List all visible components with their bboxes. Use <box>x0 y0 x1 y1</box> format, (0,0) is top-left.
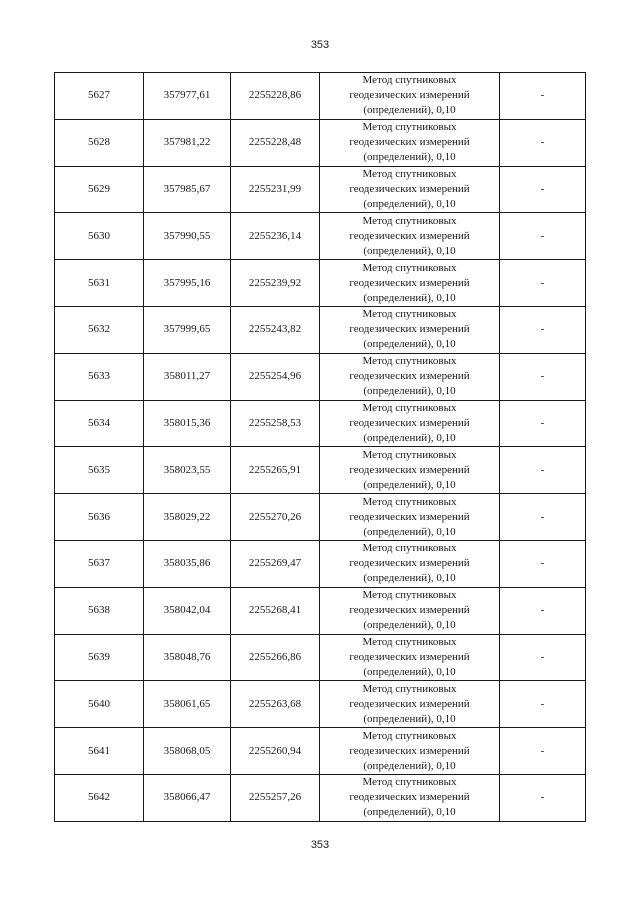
note-cell: - <box>500 400 586 447</box>
method-cell <box>320 73 500 120</box>
coordinate-x-cell: 358029,22 <box>144 494 231 541</box>
method-line: (определений), 0,10 <box>363 759 456 772</box>
table-row <box>55 306 586 353</box>
method-line: Метод спутниковых <box>362 167 457 180</box>
method-line: Метод спутниковых <box>362 729 457 742</box>
note-cell: - <box>500 494 586 541</box>
point-number-cell: 5642 <box>55 774 144 821</box>
method-line: геодезических измерений <box>349 323 470 336</box>
method-line: (определений), 0,10 <box>363 244 456 257</box>
method-line: (определений), 0,10 <box>363 712 456 725</box>
method-line: (определений), 0,10 <box>363 525 456 538</box>
method-line: (определений), 0,10 <box>363 572 456 585</box>
coordinate-y-cell: 2255260,94 <box>231 728 320 775</box>
table-row <box>55 540 586 587</box>
method-cell <box>320 447 500 494</box>
method-line: Метод спутниковых <box>362 74 457 87</box>
point-number-cell: 5635 <box>55 447 144 494</box>
table-row <box>55 494 586 541</box>
note-cell: - <box>500 260 586 307</box>
coordinate-x-cell: 358023,55 <box>144 447 231 494</box>
point-number-cell: 5634 <box>55 400 144 447</box>
coordinate-y-cell: 2255239,92 <box>231 260 320 307</box>
point-number-cell: 5630 <box>55 213 144 260</box>
note-cell: - <box>500 681 586 728</box>
method-line: (определений), 0,10 <box>363 478 456 491</box>
coordinates-table-body <box>55 73 586 822</box>
method-line: Метод спутниковых <box>362 682 457 695</box>
method-cell <box>320 306 500 353</box>
method-line: (определений), 0,10 <box>363 385 456 398</box>
coordinate-x-cell: 357995,16 <box>144 260 231 307</box>
method-cell <box>320 400 500 447</box>
method-cell <box>320 681 500 728</box>
table-row <box>55 400 586 447</box>
method-line: геодезических измерений <box>349 370 470 383</box>
note-cell: - <box>500 540 586 587</box>
method-line: геодезических измерений <box>349 557 470 570</box>
method-line: Метод спутниковых <box>362 401 457 414</box>
method-line: геодезических измерений <box>349 416 470 429</box>
coordinate-y-cell: 2255269,47 <box>231 540 320 587</box>
coordinate-x-cell: 357985,67 <box>144 166 231 213</box>
method-line: Метод спутниковых <box>362 448 457 461</box>
method-line: геодезических измерений <box>349 604 470 617</box>
point-number-cell: 5632 <box>55 306 144 353</box>
note-cell: - <box>500 728 586 775</box>
method-cell <box>320 353 500 400</box>
method-line: Метод спутниковых <box>362 589 457 602</box>
point-number-cell: 5641 <box>55 728 144 775</box>
method-cell <box>320 634 500 681</box>
coordinate-y-cell: 2255228,86 <box>231 73 320 120</box>
table-row <box>55 213 586 260</box>
method-cell <box>320 540 500 587</box>
point-number-cell: 5636 <box>55 494 144 541</box>
method-line: (определений), 0,10 <box>363 197 456 210</box>
note-cell: - <box>500 634 586 681</box>
coordinate-x-cell: 358068,05 <box>144 728 231 775</box>
method-cell <box>320 166 500 213</box>
method-line: Метод спутниковых <box>362 308 457 321</box>
table-row <box>55 634 586 681</box>
page-number-bottom: 353 <box>310 839 330 851</box>
point-number-cell: 5637 <box>55 540 144 587</box>
method-line: геодезических измерений <box>349 276 470 289</box>
method-line: (определений), 0,10 <box>363 151 456 164</box>
coordinate-x-cell: 358011,27 <box>144 353 231 400</box>
method-line: геодезических измерений <box>349 697 470 710</box>
method-line: геодезических измерений <box>349 744 470 757</box>
table-row <box>55 728 586 775</box>
coordinate-x-cell: 357990,55 <box>144 213 231 260</box>
page-number-top: 353 <box>310 39 330 51</box>
coordinates-table <box>54 72 586 822</box>
method-cell <box>320 213 500 260</box>
note-cell: - <box>500 213 586 260</box>
coordinate-y-cell: 2255266,86 <box>231 634 320 681</box>
coordinate-x-cell: 357977,61 <box>144 73 231 120</box>
method-line: геодезических измерений <box>349 89 470 102</box>
coordinate-y-cell: 2255268,41 <box>231 587 320 634</box>
coordinate-x-cell: 358061,65 <box>144 681 231 728</box>
method-cell <box>320 260 500 307</box>
note-cell: - <box>500 73 586 120</box>
method-line: геодезических измерений <box>349 510 470 523</box>
point-number-cell: 5629 <box>55 166 144 213</box>
coordinate-x-cell: 358066,47 <box>144 774 231 821</box>
method-line: геодезических измерений <box>349 650 470 663</box>
method-line: Метод спутниковых <box>362 776 457 789</box>
point-number-cell: 5639 <box>55 634 144 681</box>
note-cell: - <box>500 353 586 400</box>
method-line: Метод спутниковых <box>362 121 457 134</box>
coordinate-y-cell: 2255254,96 <box>231 353 320 400</box>
method-cell <box>320 119 500 166</box>
table-row <box>55 353 586 400</box>
table-row <box>55 681 586 728</box>
coordinate-y-cell: 2255263,68 <box>231 681 320 728</box>
method-line: геодезических измерений <box>349 791 470 804</box>
method-line: геодезических измерений <box>349 463 470 476</box>
method-line: Метод спутниковых <box>362 355 457 368</box>
coordinate-y-cell: 2255243,82 <box>231 306 320 353</box>
note-cell: - <box>500 306 586 353</box>
table-row <box>55 73 586 120</box>
method-line: (определений), 0,10 <box>363 291 456 304</box>
coordinate-x-cell: 357999,65 <box>144 306 231 353</box>
coordinate-y-cell: 2255231,99 <box>231 166 320 213</box>
method-line: геодезических измерений <box>349 182 470 195</box>
coordinate-y-cell: 2255236,14 <box>231 213 320 260</box>
coordinate-x-cell: 357981,22 <box>144 119 231 166</box>
table-row <box>55 260 586 307</box>
note-cell: - <box>500 587 586 634</box>
method-cell <box>320 728 500 775</box>
method-line: (определений), 0,10 <box>363 431 456 444</box>
table-row <box>55 447 586 494</box>
method-line: Метод спутниковых <box>362 635 457 648</box>
method-cell <box>320 774 500 821</box>
method-line: Метод спутниковых <box>362 261 457 274</box>
method-cell <box>320 494 500 541</box>
point-number-cell: 5633 <box>55 353 144 400</box>
table-row <box>55 774 586 821</box>
table-row <box>55 587 586 634</box>
point-number-cell: 5631 <box>55 260 144 307</box>
coordinate-x-cell: 358048,76 <box>144 634 231 681</box>
method-line: (определений), 0,10 <box>363 104 456 117</box>
note-cell: - <box>500 447 586 494</box>
table-row <box>55 119 586 166</box>
note-cell: - <box>500 166 586 213</box>
coordinate-y-cell: 2255228,48 <box>231 119 320 166</box>
method-line: Метод спутниковых <box>362 214 457 227</box>
coordinate-y-cell: 2255258,53 <box>231 400 320 447</box>
coordinate-y-cell: 2255270,26 <box>231 494 320 541</box>
method-line: (определений), 0,10 <box>363 338 456 351</box>
point-number-cell: 5628 <box>55 119 144 166</box>
point-number-cell: 5627 <box>55 73 144 120</box>
coordinate-x-cell: 358015,36 <box>144 400 231 447</box>
method-line: Метод спутниковых <box>362 495 457 508</box>
method-line: (определений), 0,10 <box>363 619 456 632</box>
point-number-cell: 5638 <box>55 587 144 634</box>
note-cell: - <box>500 119 586 166</box>
note-cell: - <box>500 774 586 821</box>
coordinate-x-cell: 358042,04 <box>144 587 231 634</box>
method-line: геодезических измерений <box>349 136 470 149</box>
coordinate-x-cell: 358035,86 <box>144 540 231 587</box>
table-row <box>55 166 586 213</box>
method-cell <box>320 587 500 634</box>
method-line: геодезических измерений <box>349 229 470 242</box>
method-line: (определений), 0,10 <box>363 806 456 819</box>
method-line: (определений), 0,10 <box>363 665 456 678</box>
method-line: Метод спутниковых <box>362 542 457 555</box>
coordinate-y-cell: 2255265,91 <box>231 447 320 494</box>
point-number-cell: 5640 <box>55 681 144 728</box>
coordinate-y-cell: 2255257,26 <box>231 774 320 821</box>
